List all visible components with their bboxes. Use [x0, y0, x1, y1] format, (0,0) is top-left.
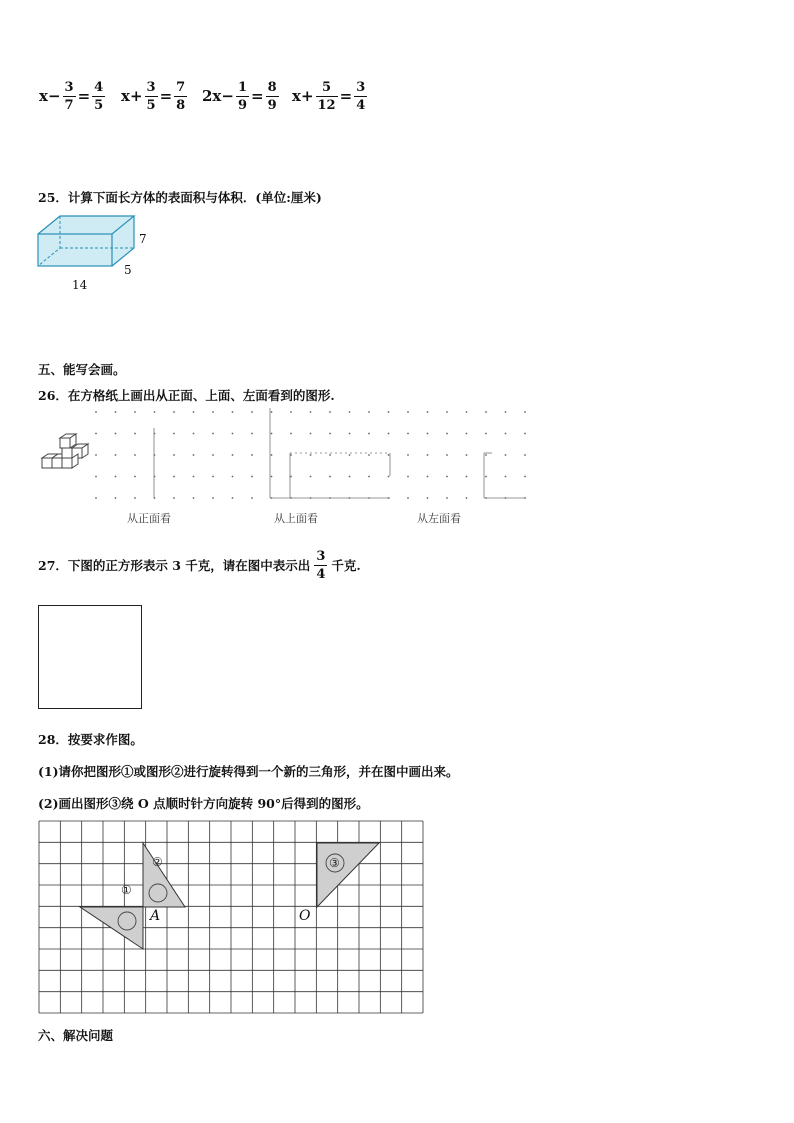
grid-dot	[251, 476, 253, 478]
grid-dot	[446, 454, 448, 456]
grid-dot	[154, 411, 156, 413]
grid-dot	[173, 411, 175, 413]
grid-dot	[505, 433, 507, 435]
grid-dot	[193, 497, 195, 499]
grid-dot	[115, 476, 117, 478]
grid-dot	[310, 433, 312, 435]
shape-3-label: ③	[329, 856, 340, 870]
fraction: $\frac{3}{5}$	[146, 79, 156, 113]
equation-left: x+	[121, 87, 143, 105]
grid-dot	[407, 497, 409, 499]
grid-dot	[251, 454, 253, 456]
grid-dot	[485, 454, 487, 456]
grid-dot	[388, 433, 390, 435]
grid-dot	[212, 411, 214, 413]
front-view-label: 从正面看	[127, 512, 171, 525]
grid-dot	[427, 454, 429, 456]
grid-dot	[329, 454, 331, 456]
q26-text: 26．在方格纸上画出从正面、上面、左面看到的图形.	[38, 388, 335, 403]
q27-text-after: 千克.	[331, 558, 361, 573]
grid-dot	[95, 433, 97, 435]
grid-dot	[524, 433, 526, 435]
grid-dot	[310, 411, 312, 413]
left-view-label: 从左面看	[417, 512, 461, 525]
grid-dot	[290, 411, 292, 413]
grid-dot	[466, 411, 468, 413]
fraction: $\frac{8}{9}$	[267, 79, 277, 113]
grid-dot	[368, 411, 370, 413]
grid-dot	[446, 411, 448, 413]
q25-text: 25．计算下面长方体的表面积与体积．(单位:厘米)	[38, 190, 322, 205]
grid-dot	[466, 433, 468, 435]
shape-3-triangle	[317, 843, 379, 907]
equals-sign: =	[159, 87, 173, 105]
grid-dot	[446, 476, 448, 478]
grid-dot	[310, 476, 312, 478]
grid-dot	[95, 454, 97, 456]
cubes-figure	[40, 432, 94, 476]
grid-dot	[251, 411, 253, 413]
equation-3	[201, 76, 280, 116]
grid-dot	[212, 476, 214, 478]
fraction: $\frac{3}{7}$	[64, 79, 74, 113]
shape-2-triangle	[143, 843, 185, 907]
grid-dot	[232, 476, 234, 478]
fraction: $\frac{3}{4}$	[356, 79, 366, 113]
grid-dot	[349, 454, 351, 456]
grid-dot	[193, 433, 195, 435]
grid-dot	[427, 411, 429, 413]
grid-dot	[115, 454, 117, 456]
grid-dot	[271, 433, 273, 435]
grid-dot	[368, 433, 370, 435]
grid-dot	[193, 411, 195, 413]
grid-dot	[407, 476, 409, 478]
grid-dot	[349, 476, 351, 478]
grid-dot	[407, 433, 409, 435]
cuboid-diagram	[34, 212, 154, 294]
length-label: 14	[72, 278, 88, 292]
grid-dot	[427, 476, 429, 478]
grid-dot	[368, 454, 370, 456]
grid-dot	[485, 411, 487, 413]
equals-sign: =	[339, 87, 353, 105]
grid-dot	[446, 433, 448, 435]
equals-sign: =	[251, 87, 264, 105]
width-label: 5	[124, 263, 132, 277]
grid-dot	[349, 433, 351, 435]
section-six-heading: 六、解决问题	[38, 1028, 114, 1043]
grid-dot	[271, 411, 273, 413]
grid-dot	[505, 411, 507, 413]
grid-dot	[505, 454, 507, 456]
equals-sign: =	[77, 87, 91, 105]
grid-dot	[134, 433, 136, 435]
grid-dot	[193, 454, 195, 456]
grid-dot	[173, 476, 175, 478]
grid-dot	[329, 433, 331, 435]
grid-dot	[173, 454, 175, 456]
shape-2-label: ②	[152, 855, 163, 869]
dot-grid[interactable]	[92, 408, 530, 504]
grid-dot	[115, 433, 117, 435]
top-view-label: 从上面看	[274, 512, 318, 525]
fraction: $\frac{5}{12}$	[317, 79, 336, 113]
section-five-heading: 五、能写会画。	[38, 362, 126, 377]
q28-part1: (1)请你把图形①或图形②进行旋转得到一个新的三角形，并在图中画出来。	[38, 764, 459, 779]
grid-dot	[485, 433, 487, 435]
grid-dot	[193, 476, 195, 478]
cuboid-fill	[38, 216, 134, 266]
grid-dot	[212, 433, 214, 435]
grid-dot	[407, 454, 409, 456]
grid-dot	[95, 497, 97, 499]
grid-dot	[232, 411, 234, 413]
grid-dot	[524, 411, 526, 413]
grid-dot	[388, 411, 390, 413]
grid-dot	[290, 433, 292, 435]
grid-dots	[95, 411, 526, 499]
grid-dot	[524, 454, 526, 456]
q28-part2: (2)画出图形③绕 O 点顺时针方向旋转 90°后得到的图形。	[38, 796, 369, 811]
equation-left: x−	[39, 87, 61, 105]
grid-dot	[466, 454, 468, 456]
cube-stack	[42, 434, 88, 468]
fraction: $\frac{7}{8}$	[176, 79, 186, 113]
q27-fraction: $\frac{3}{4}$	[316, 548, 326, 582]
grid-dot	[329, 411, 331, 413]
grid-dot	[524, 476, 526, 478]
grid-dot	[173, 433, 175, 435]
grid-dot	[427, 497, 429, 499]
shape-1-label: ①	[121, 883, 132, 897]
equation-left: 2x−	[202, 87, 234, 105]
weight-square[interactable]	[38, 605, 142, 709]
equation-4	[291, 76, 368, 116]
grid-dot	[329, 476, 331, 478]
grid-dot	[388, 454, 390, 456]
equation-2	[120, 76, 188, 116]
grid-dot	[427, 433, 429, 435]
grid-dot	[251, 497, 253, 499]
grid-dot	[115, 411, 117, 413]
grid-dot	[173, 497, 175, 499]
grid-dot	[446, 497, 448, 499]
grid-dot	[212, 454, 214, 456]
grid-dot	[251, 433, 253, 435]
grid-dot	[95, 476, 97, 478]
grid-dot	[134, 411, 136, 413]
grid-dot	[466, 497, 468, 499]
grid-dot	[271, 476, 273, 478]
grid-dot	[485, 476, 487, 478]
equation-left: x+	[292, 87, 314, 105]
q27-text-before: 27．下图的正方形表示 3 千克，请在图中表示出	[38, 558, 311, 573]
point-o-label: O	[299, 908, 311, 924]
grid-dot	[212, 497, 214, 499]
grid-dot	[466, 476, 468, 478]
grid-dot	[349, 411, 351, 413]
grid-faint-lines	[154, 408, 526, 498]
grid-dot	[388, 476, 390, 478]
q27-text	[38, 546, 361, 584]
grid-dot	[232, 433, 234, 435]
grid-dot	[271, 454, 273, 456]
equation-1	[38, 76, 106, 116]
grid-dot	[368, 476, 370, 478]
fraction: $\frac{4}{5}$	[94, 79, 104, 113]
rotation-grid[interactable]	[38, 820, 424, 1014]
grid-dot	[232, 454, 234, 456]
grid-dot	[232, 497, 234, 499]
grid-dot	[505, 476, 507, 478]
grid-dot	[407, 411, 409, 413]
grid-dot	[134, 476, 136, 478]
point-a-label: A	[150, 908, 161, 924]
height-label: 7	[139, 232, 147, 246]
grid-dot	[310, 454, 312, 456]
grid-dot	[134, 454, 136, 456]
fraction: $\frac{1}{9}$	[237, 79, 247, 113]
grid-dot	[134, 497, 136, 499]
q28-text: 28．按要求作图。	[38, 732, 143, 747]
grid-dot	[95, 411, 97, 413]
grid-dot	[115, 497, 117, 499]
